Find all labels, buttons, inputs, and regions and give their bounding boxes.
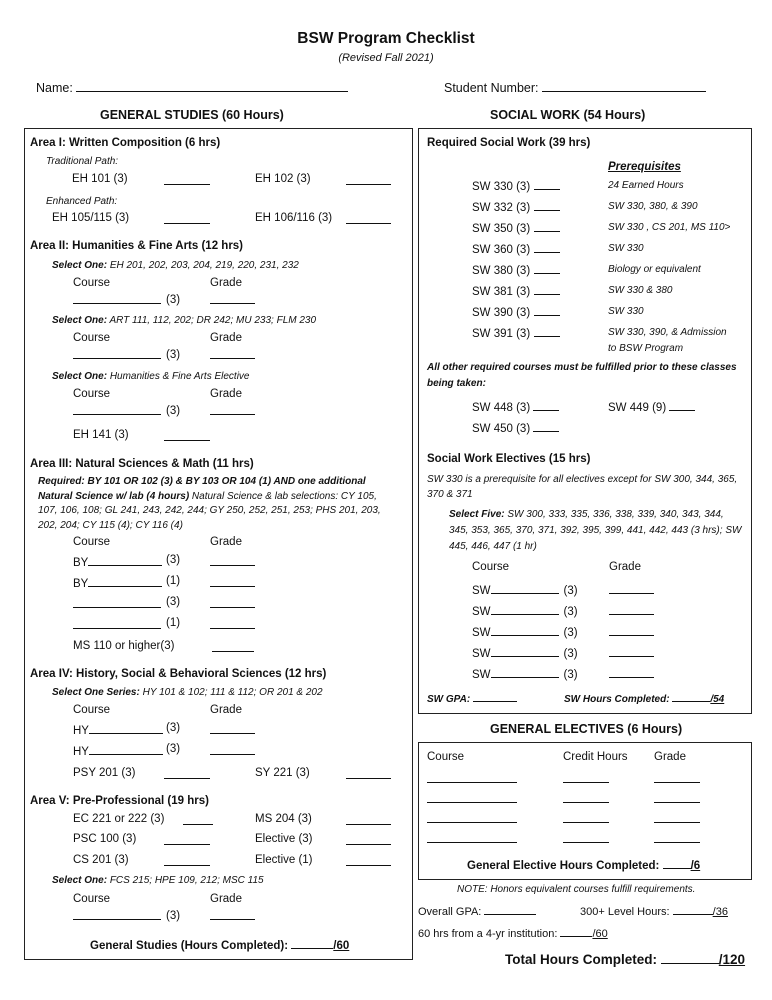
ge-course-line[interactable] [427, 771, 517, 783]
four-yr-line[interactable] [560, 925, 592, 937]
general-studies-completed-label: General Studies (Hours Completed): [90, 940, 289, 952]
area2-grade-line-1[interactable] [210, 292, 255, 304]
sw-select-five-lead: Select Five: [449, 509, 505, 520]
ge-credit-line[interactable] [563, 811, 609, 823]
sw-course-label: SW 360 (3) [472, 244, 531, 256]
sw-gpa-label: SW GPA: [427, 694, 471, 705]
ms110-grade-line[interactable] [212, 640, 254, 652]
total-hours-line[interactable] [661, 950, 719, 964]
sw-gpa-line[interactable] [473, 690, 517, 702]
general-studies-heading: GENERAL STUDIES (60 Hours) [100, 108, 284, 122]
sw-elective-row [472, 666, 578, 681]
ms204-grade-line[interactable] [346, 813, 391, 825]
area1-title: Area I: Written Composition (6 hrs) [30, 137, 221, 149]
sw-elective-prefix: SW [472, 669, 491, 681]
required-sw-title: Required Social Work (39 hrs) [427, 137, 591, 149]
area4-hy-row-2 [73, 743, 163, 758]
area2-grade-label-1: Grade [210, 277, 242, 289]
area2-title: Area II: Humanities & Fine Arts (12 hrs) [30, 240, 244, 252]
area3-course-label: Course [73, 536, 111, 548]
sw-course-label: SW 330 (3) [472, 181, 531, 193]
social-work-panel [418, 128, 752, 714]
eh106-grade-line[interactable] [346, 212, 391, 224]
area3-row-1 [73, 554, 162, 569]
eh106-label: EH 106/116 (3) [255, 212, 333, 224]
area2-grade-label-3: Grade [210, 388, 242, 400]
sw-elective-course-line[interactable] [491, 645, 559, 657]
sw-elective-grade-line[interactable] [609, 624, 654, 636]
sy221-label: SY 221 (3) [255, 767, 310, 779]
name-label: Name: [36, 81, 73, 95]
prerequisites-heading: Prerequisites [608, 161, 681, 173]
ge-credit-line[interactable] [563, 831, 609, 843]
ge-grade-line[interactable] [654, 771, 700, 783]
total-hours-total: /120 [718, 952, 746, 967]
sw450-grade-line[interactable] [533, 420, 559, 432]
sw-hours-completed-line[interactable] [672, 690, 710, 702]
total-hours-label: Total Hours Completed: [505, 952, 658, 967]
sw-prereq-text: SW 330, 380, & 390 [608, 201, 698, 212]
sy221-grade-line[interactable] [346, 767, 391, 779]
area2-select2-lead: Select One: [52, 315, 108, 326]
sw-elective-grade-line[interactable] [609, 645, 654, 657]
sw-elective-hours: (3) [563, 627, 578, 639]
ge-course-label: Course [427, 751, 465, 763]
sw-prereq-text: SW 330 [608, 243, 644, 254]
sw-course-grade-line[interactable] [534, 241, 560, 253]
sw-course-grade-line[interactable] [534, 304, 560, 316]
hy-course-line[interactable] [89, 722, 163, 734]
eh101-label: EH 101 (3) [72, 173, 128, 185]
ec221-grade-line[interactable] [183, 813, 213, 825]
area2-course-line-1[interactable] [73, 292, 161, 304]
eh102-label: EH 102 (3) [255, 173, 311, 185]
area2-select3-text: Humanities & Fine Arts Elective [109, 371, 250, 382]
ge-course-line[interactable] [427, 811, 517, 823]
area5-grade-label: Grade [210, 893, 242, 905]
area4-grade-label: Grade [210, 704, 242, 716]
sw-electives-note: SW 330 is a prerequisite for all electives except for SW 300, 344, 365, 370 & 371 [427, 474, 738, 500]
area2-select1 [52, 260, 299, 271]
area3-course-line[interactable] [73, 617, 161, 629]
area3-grade-line[interactable] [210, 596, 255, 608]
cs201-label: CS 201 (3) [73, 854, 129, 866]
hy-prefix: HY [73, 725, 89, 737]
sw448-row [472, 399, 559, 414]
level-hours-total: /36 [712, 906, 728, 918]
area2-course-line-2[interactable] [73, 347, 161, 359]
ge-credit-label: Credit Hours [563, 751, 628, 763]
level-hours-label: 300+ Level Hours: [580, 906, 670, 918]
cs201-grade-line[interactable] [164, 854, 210, 866]
elective3-grade-line[interactable] [346, 833, 391, 845]
area5-course-label: Course [73, 893, 111, 905]
overall-gpa [418, 903, 536, 918]
sw-hours-completed [564, 690, 724, 705]
level-hours [580, 903, 728, 918]
sw-elective-row [472, 645, 578, 660]
ge-grade-line[interactable] [654, 831, 700, 843]
sw-course-grade-line[interactable] [534, 262, 560, 274]
area5-select-text: FCS 215; HPE 109, 212; MSC 115 [109, 875, 264, 886]
name-input-line[interactable] [76, 80, 348, 92]
sw-course-grade-line[interactable] [534, 199, 560, 211]
sw-prereq-text: SW 330 & 380 [608, 285, 673, 296]
area4-select-lead: Select One Series: [52, 687, 140, 698]
sw-elective-grade-line[interactable] [609, 603, 654, 615]
sw-gpa [427, 690, 517, 705]
name-field[interactable] [36, 80, 348, 95]
ge-grade-label: Grade [654, 751, 686, 763]
sw-prereq-text: Biology or equivalent [608, 264, 701, 275]
area3-course-line[interactable] [88, 575, 162, 587]
area4-select [52, 687, 323, 698]
sw-course-grade-line[interactable] [534, 178, 560, 190]
sw-required-course-row [472, 262, 560, 277]
area2-select2 [52, 315, 316, 326]
area5-grade-line[interactable] [210, 908, 255, 920]
area3-grade-line[interactable] [210, 617, 255, 629]
area5-select-lead: Select One: [52, 875, 108, 886]
total-hours-completed [505, 950, 745, 967]
area2-grade-label-2: Grade [210, 332, 242, 344]
area2-course-line-3[interactable] [73, 403, 161, 415]
area3-row-hours: (3) [166, 554, 181, 566]
area2-course-label-2: Course [73, 332, 111, 344]
area5-select [52, 875, 264, 886]
sw-elective-hours: (3) [563, 585, 578, 597]
elective1-label: Elective (1) [255, 854, 313, 866]
area3-requirements [38, 475, 390, 533]
area3-grade-label: Grade [210, 536, 242, 548]
sw-elective-prefix: SW [472, 606, 491, 618]
hy-grade-line[interactable] [210, 722, 255, 734]
ec221-label: EC 221 or 222 (3) [73, 813, 165, 825]
sw-elective-course-line[interactable] [491, 624, 559, 636]
sw-prereq-text: 24 Earned Hours [608, 180, 684, 191]
eh101-grade-line[interactable] [164, 173, 210, 185]
four-yr-hours [418, 925, 608, 940]
sw-required-course-row [472, 325, 560, 340]
area3-required-rest: Natural Science & lab selections: CY 105, 107, 106, 108; GL 241, 243, 242, 244; GY 250, 252, 251, 253; PHS 201, 203, 202, 204; CY 115 (4); CY 116 (4) [38, 490, 381, 531]
sw-elective-row [472, 624, 578, 639]
sw448-grade-line[interactable] [533, 399, 559, 411]
sw-elective-hours: (3) [563, 648, 578, 660]
general-electives-heading: GENERAL ELECTIVES (6 Hours) [490, 722, 683, 736]
sw-elective-row [472, 603, 578, 618]
sw-elective-hours: (3) [563, 606, 578, 618]
sw449-label: SW 449 (9) [608, 402, 667, 414]
traditional-path-label: Traditional Path: [46, 156, 119, 167]
ge-completed-line[interactable] [663, 857, 691, 869]
sw-elective-grade-line[interactable] [609, 666, 654, 678]
sw450-label: SW 450 (3) [472, 423, 531, 435]
hy-prefix: HY [73, 746, 89, 758]
area3-row-2 [73, 575, 162, 590]
sw-elective-prefix: SW [472, 627, 491, 639]
area3-required-bold: Required: BY 101 OR 102 (3) & BY 103 OR 104 (1) AND one additional Natural Science w/ lab (4 hours) [38, 476, 366, 502]
sw449-row [608, 399, 695, 414]
sw-course-grade-line[interactable] [534, 283, 560, 295]
area4-select-text: HY 101 & 102; 111 & 112; OR 201 & 202 [142, 687, 323, 698]
eh105-label: EH 105/115 (3) [52, 212, 130, 224]
general-studies-completed-total: /60 [333, 940, 350, 952]
ms204-label: MS 204 (3) [255, 813, 312, 825]
level-hours-line[interactable] [673, 903, 713, 915]
area3-title: Area III: Natural Sciences & Math (11 hrs) [30, 458, 254, 470]
sw-course-label: SW 381 (3) [472, 286, 531, 298]
area2-hours-2: (3) [166, 349, 181, 361]
elective3-label: Elective (3) [255, 833, 313, 845]
ge-completed [467, 857, 700, 872]
area3-row-prefix: BY [73, 578, 89, 590]
ge-completed-total: /6 [690, 860, 701, 872]
sw-course-label: SW 390 (3) [472, 307, 531, 319]
general-studies-completed-line[interactable] [291, 937, 333, 949]
sw-electives-title: Social Work Electives (15 hrs) [427, 453, 591, 465]
student-number-field[interactable] [444, 80, 706, 95]
area3-row-hours: (1) [166, 617, 181, 629]
overall-gpa-line[interactable] [484, 903, 536, 915]
enhanced-path-label: Enhanced Path: [46, 196, 118, 207]
area5-hours: (3) [166, 910, 181, 922]
area4-course-label: Course [73, 704, 111, 716]
area3-row-hours: (1) [166, 575, 181, 587]
sw-elective-course-line[interactable] [491, 603, 559, 615]
area3-row-hours: (3) [166, 596, 181, 608]
area3-grade-line[interactable] [210, 575, 255, 587]
sw-elective-grade-line[interactable] [609, 582, 654, 594]
area3-course-line[interactable] [88, 554, 162, 566]
ge-completed-label: General Elective Hours Completed: [467, 860, 660, 872]
sw-course-label: SW 391 (3) [472, 328, 531, 340]
sw-elective-course-line[interactable] [491, 666, 559, 678]
eh102-grade-line[interactable] [346, 173, 391, 185]
sw-required-course-row [472, 178, 560, 193]
sw-course-label: Course [472, 561, 510, 573]
sw-elective-course-line[interactable] [491, 582, 559, 594]
sw-required-course-row [472, 283, 560, 298]
sw-grade-label: Grade [609, 561, 641, 573]
sw-required-course-row [472, 220, 560, 235]
area5-course-line[interactable] [73, 908, 161, 920]
ge-grade-line[interactable] [654, 791, 700, 803]
area4-hy-row-1 [73, 722, 163, 737]
ge-credit-line[interactable] [563, 791, 609, 803]
student-number-input-line[interactable] [542, 80, 706, 92]
sw449-grade-line[interactable] [669, 399, 695, 411]
elective1-grade-line[interactable] [346, 854, 391, 866]
area2-grade-line-2[interactable] [210, 347, 255, 359]
overall-gpa-label: Overall GPA: [418, 906, 482, 918]
sw-select-five [449, 507, 745, 555]
sw-course-label: SW 332 (3) [472, 202, 531, 214]
sw-required-note: All other required courses must be fulfilled prior to these classes being taken: [427, 362, 737, 389]
revised-date: (Revised Fall 2021) [338, 52, 434, 64]
hy-course-line[interactable] [89, 743, 163, 755]
sw-elective-prefix: SW [472, 585, 491, 597]
eh141-label: EH 141 (3) [73, 429, 129, 441]
sw-prereq-text: SW 330 [608, 306, 644, 317]
area2-select1-text: EH 201, 202, 203, 204, 219, 220, 231, 232 [109, 260, 299, 271]
sw450-row [472, 420, 559, 435]
four-yr-total: /60 [592, 928, 608, 940]
hy-hours: (3) [166, 722, 181, 734]
sw-hours-completed-label: SW Hours Completed: [564, 694, 670, 705]
sw-course-grade-line[interactable] [534, 220, 560, 232]
sw-prereq-text: SW 330 , CS 201, MS 110> [608, 222, 731, 233]
ge-grade-line[interactable] [654, 811, 700, 823]
area2-course-label-1: Course [73, 277, 111, 289]
area5-title: Area V: Pre-Professional (19 hrs) [30, 795, 209, 807]
sw-required-course-row [472, 304, 560, 319]
area2-select1-lead: Select One: [52, 260, 108, 271]
sw-elective-hours: (3) [563, 669, 578, 681]
sw-required-course-row [472, 241, 560, 256]
ge-course-line[interactable] [427, 831, 517, 843]
student-number-label: Student Number: [444, 81, 539, 95]
psy201-grade-line[interactable] [164, 767, 210, 779]
ge-course-line[interactable] [427, 791, 517, 803]
page-title: BSW Program Checklist [297, 30, 475, 47]
four-yr-label: 60 hrs from a 4-yr institution: [418, 928, 558, 940]
area2-select2-text: ART 111, 112, 202; DR 242; MU 233; FLM 230 [109, 315, 317, 326]
psy201-label: PSY 201 (3) [73, 767, 136, 779]
ge-credit-line[interactable] [563, 771, 609, 783]
sw391-prereq-cont: to BSW Program [608, 343, 684, 354]
hy-hours: (3) [166, 743, 181, 755]
area2-select3 [52, 371, 250, 382]
psc100-label: PSC 100 (3) [73, 833, 137, 845]
area3-grade-line[interactable] [210, 554, 255, 566]
area2-hours-3: (3) [166, 405, 181, 417]
sw-prereq-text: SW 330, 390, & Admission [608, 327, 727, 338]
sw-elective-row [472, 582, 578, 597]
area2-course-label-3: Course [73, 388, 111, 400]
area2-select3-lead: Select One: [52, 371, 108, 382]
hy-grade-line[interactable] [210, 743, 255, 755]
area3-course-line[interactable] [73, 596, 161, 608]
area4-title: Area IV: History, Social & Behavioral Sciences (12 hrs) [30, 668, 327, 680]
eh141-grade-line[interactable] [164, 429, 210, 441]
sw-required-course-row [472, 199, 560, 214]
psc100-grade-line[interactable] [164, 833, 210, 845]
sw448-label: SW 448 (3) [472, 402, 531, 414]
area3-row-prefix: BY [73, 557, 89, 569]
sw-select-five-text: SW 300, 333, 335, 336, 338, 339, 340, 343, 344, 345, 353, 365, 370, 371, 392, 395, 399, 441, 442, 443 (3 hrs); SW 445, 446, 447 (1 hr) [449, 509, 742, 552]
honors-note: NOTE: Honors equivalent courses fulfill requirements. [457, 884, 696, 895]
area2-hours-1: (3) [166, 294, 181, 306]
sw-hours-completed-total: /54 [710, 694, 725, 705]
social-work-heading: SOCIAL WORK (54 Hours) [490, 108, 646, 122]
eh105-grade-line[interactable] [164, 212, 210, 224]
sw-elective-prefix: SW [472, 648, 491, 660]
area2-grade-line-3[interactable] [210, 403, 255, 415]
general-studies-completed [90, 937, 349, 952]
ms110-label: MS 110 or higher(3) [73, 640, 175, 652]
sw-course-grade-line[interactable] [534, 325, 560, 337]
sw-course-label: SW 350 (3) [472, 223, 531, 235]
sw-course-label: SW 380 (3) [472, 265, 531, 277]
